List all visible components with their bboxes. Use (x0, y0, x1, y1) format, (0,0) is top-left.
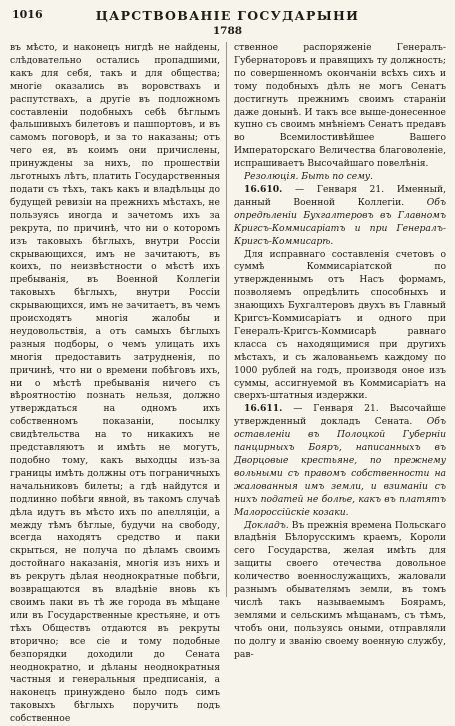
entry-number: 16.610. (244, 183, 283, 195)
entry-16610-body: Для исправнаго составленія счетовъ о суммѣ Коммисаріатской по утвержденнымъ отъ Насъ формамъ, позволяемъ опредѣлить способныхъ и знающихъ Бухгалтеровъ двухъ въ Главный Кригсъ-Коммисаріатъ и одного при Генералъ-Кригсъ-Коммисарѣ равнаго класса съ находящимися при другихъ мѣстахъ, и съ жалованьемъ каждому по 1000 рублей на годъ, производя оное изъ суммы, ассигнуемой въ Коммисаріатъ на сверхъ-штатныя издержки. (234, 248, 446, 402)
entry-kind: Высочайше утвержденный докладъ Сената. (234, 403, 446, 428)
page-header (0, 8, 455, 26)
continuation-text: ственное распоряженіе Генералъ-Губернаторовъ и правящихъ ту должность; по совершенномъ окончаніи всѣхъ сихъ и тому подобныхъ дѣлъ не могъ Сенатъ достигнуть прежнимъ своимъ стараніи даже донынѣ. И такъ все выше-донесенное купно съ своимъ мнѣніемъ Сенатъ предавъ во Всемилостивѣйшее Вашего Императорскаго Величества благоволеніе, испрашиваетъ Высочайшаго повелѣнія. (234, 42, 446, 170)
entry-heading: Объ опредѣленіи Бухгалтеровъ въ Главномъ Кригсъ-Коммисаріатъ и при Генералъ-Кригсъ-Коммисарѣ. (234, 196, 447, 247)
entry-16610-header (234, 184, 446, 249)
year-heading: 1788 (212, 25, 243, 37)
entry-16611-body (234, 520, 446, 662)
entry-date: — Генваря 21. (293, 403, 379, 415)
body-label: Докладъ. (244, 519, 289, 531)
entry-number: 16.611. (244, 403, 283, 415)
left-column (10, 42, 220, 726)
right-column (234, 42, 446, 662)
column-divider (226, 42, 227, 597)
resolution: Резолюція. Быть по сему. (244, 171, 374, 183)
entry-kind: Именный, данный Военной Коллегіи. (234, 183, 447, 208)
body-text: Въ прежнія времена Польскаго владѣнія Бѣлорусскимъ краемъ, Короли сего Государства, желая имѣть для защиты своего отечества довольное количество военнослужащихъ, жаловали разнымъ обывателямъ земли, въ томъ числѣ такъ называемымъ Боярамъ, землями и сельскимъ мѣщанамъ, съ тѣмъ, чтобъ они, пользуясь оными, отправляли по долгу и званію своему военную службу, рав- (234, 519, 446, 660)
left-column-text: въ мѣсто, и наконецъ нигдѣ не найдены, слѣдовательно остались пропадшими, какъ для себя, такъ и для общества; многіе оказались въ воровствахъ и распутствахъ, а другіе въ подложномъ составленіи подобныхъ себѣ бѣглымъ фальшивыхъ билетовъ и пашпортовъ, и въ самомъ поговорѣ, и за то наказаны; отъ чего ея, въ коимъ они причислены, принуждены за нихъ, по прошествіи льготныхъ лѣтъ, платить Государственныя подати съ тѣхъ, такъ какъ и владѣльцы до будущей ревизіи на прежнихъ мѣстахъ, не пользуясь иногда и зачетомъ ихъ за рекрута, по причинѣ, что ни о которомъ изъ таковыхъ бѣглыхъ, внутри Россіи скрывающихся, имъ не зачитаютъ, въ коихъ, по неизвѣстности о мѣстѣ ихъ пребыванія, въ Военной Коллегіи таковыхъ бѣглыхъ, внутри Россіи скрывающихся, имъ не зачитаетъ, въ чемъ происходятъ многія жалобы и неудовольствія, а отъ самыхъ бѣглыхъ разныя подборы, о чемъ улицать ихъ многія предоставить затрудненія, по причинѣ, что ни о времени побѣговъ ихъ, ни о мѣстѣ пребыванія ничего съ вѣроятностію познать нельзя, должно утверждаться на одномъ ихъ собственномъ показаніи, посылку свидѣтельства на то никакихъ не представляютъ и имѣть не могутъ, подобно тому, какъ выходцы изъ-за границы имѣть должны отъ пограничныхъ начальниковъ билеты; а гдѣ найдутся и подлинно побѣги явной, въ такомъ случаѣ дѣла идутъ въ мѣсто ихъ по апелляціи, а между тѣмъ бѣглые, будучи на свободу, всегда находятъ средство и паки скрыться, не получа по дѣламъ своимъ достойнаго наказанія, многія изъ нихъ и въ рекрутъ дѣлая неоднократные побѣги, возвращаются въ владѣніе вновь къ своимъ паки въ тѣ же города въ мѣщане или въ Государственные крестьяне, и отъ тѣхъ Обществъ отдаются въ рекруты вторично; все сіе и тому подобные безпорядки доходили до Сената неоднократно, и дѣланы неоднократныя частныя и генеральныя предписанія, а наконецъ принуждено было подъ симъ таковыхъ бѣглыхъ поручить подъ собственное (10, 42, 220, 725)
entry-date: — Генваря 21. (295, 183, 385, 195)
running-title: ЦАРСТВОВАНІЕ ГОСУДАРЫНИ (95, 8, 360, 23)
page-number: 1016 (12, 8, 43, 21)
entry-16611-header (234, 403, 446, 519)
entry-heading: Объ оставленіи въ Полоцкой Губерніи панцирныхъ Бояръ, написанныхъ въ Дворцовые крестьяне, по прежнему вольными съ правомъ собственности на жалованныя имъ земли, и взиманіи съ нихъ податей не болѣе, какъ въ платятъ Малороссійскіе козаки. (234, 416, 446, 518)
